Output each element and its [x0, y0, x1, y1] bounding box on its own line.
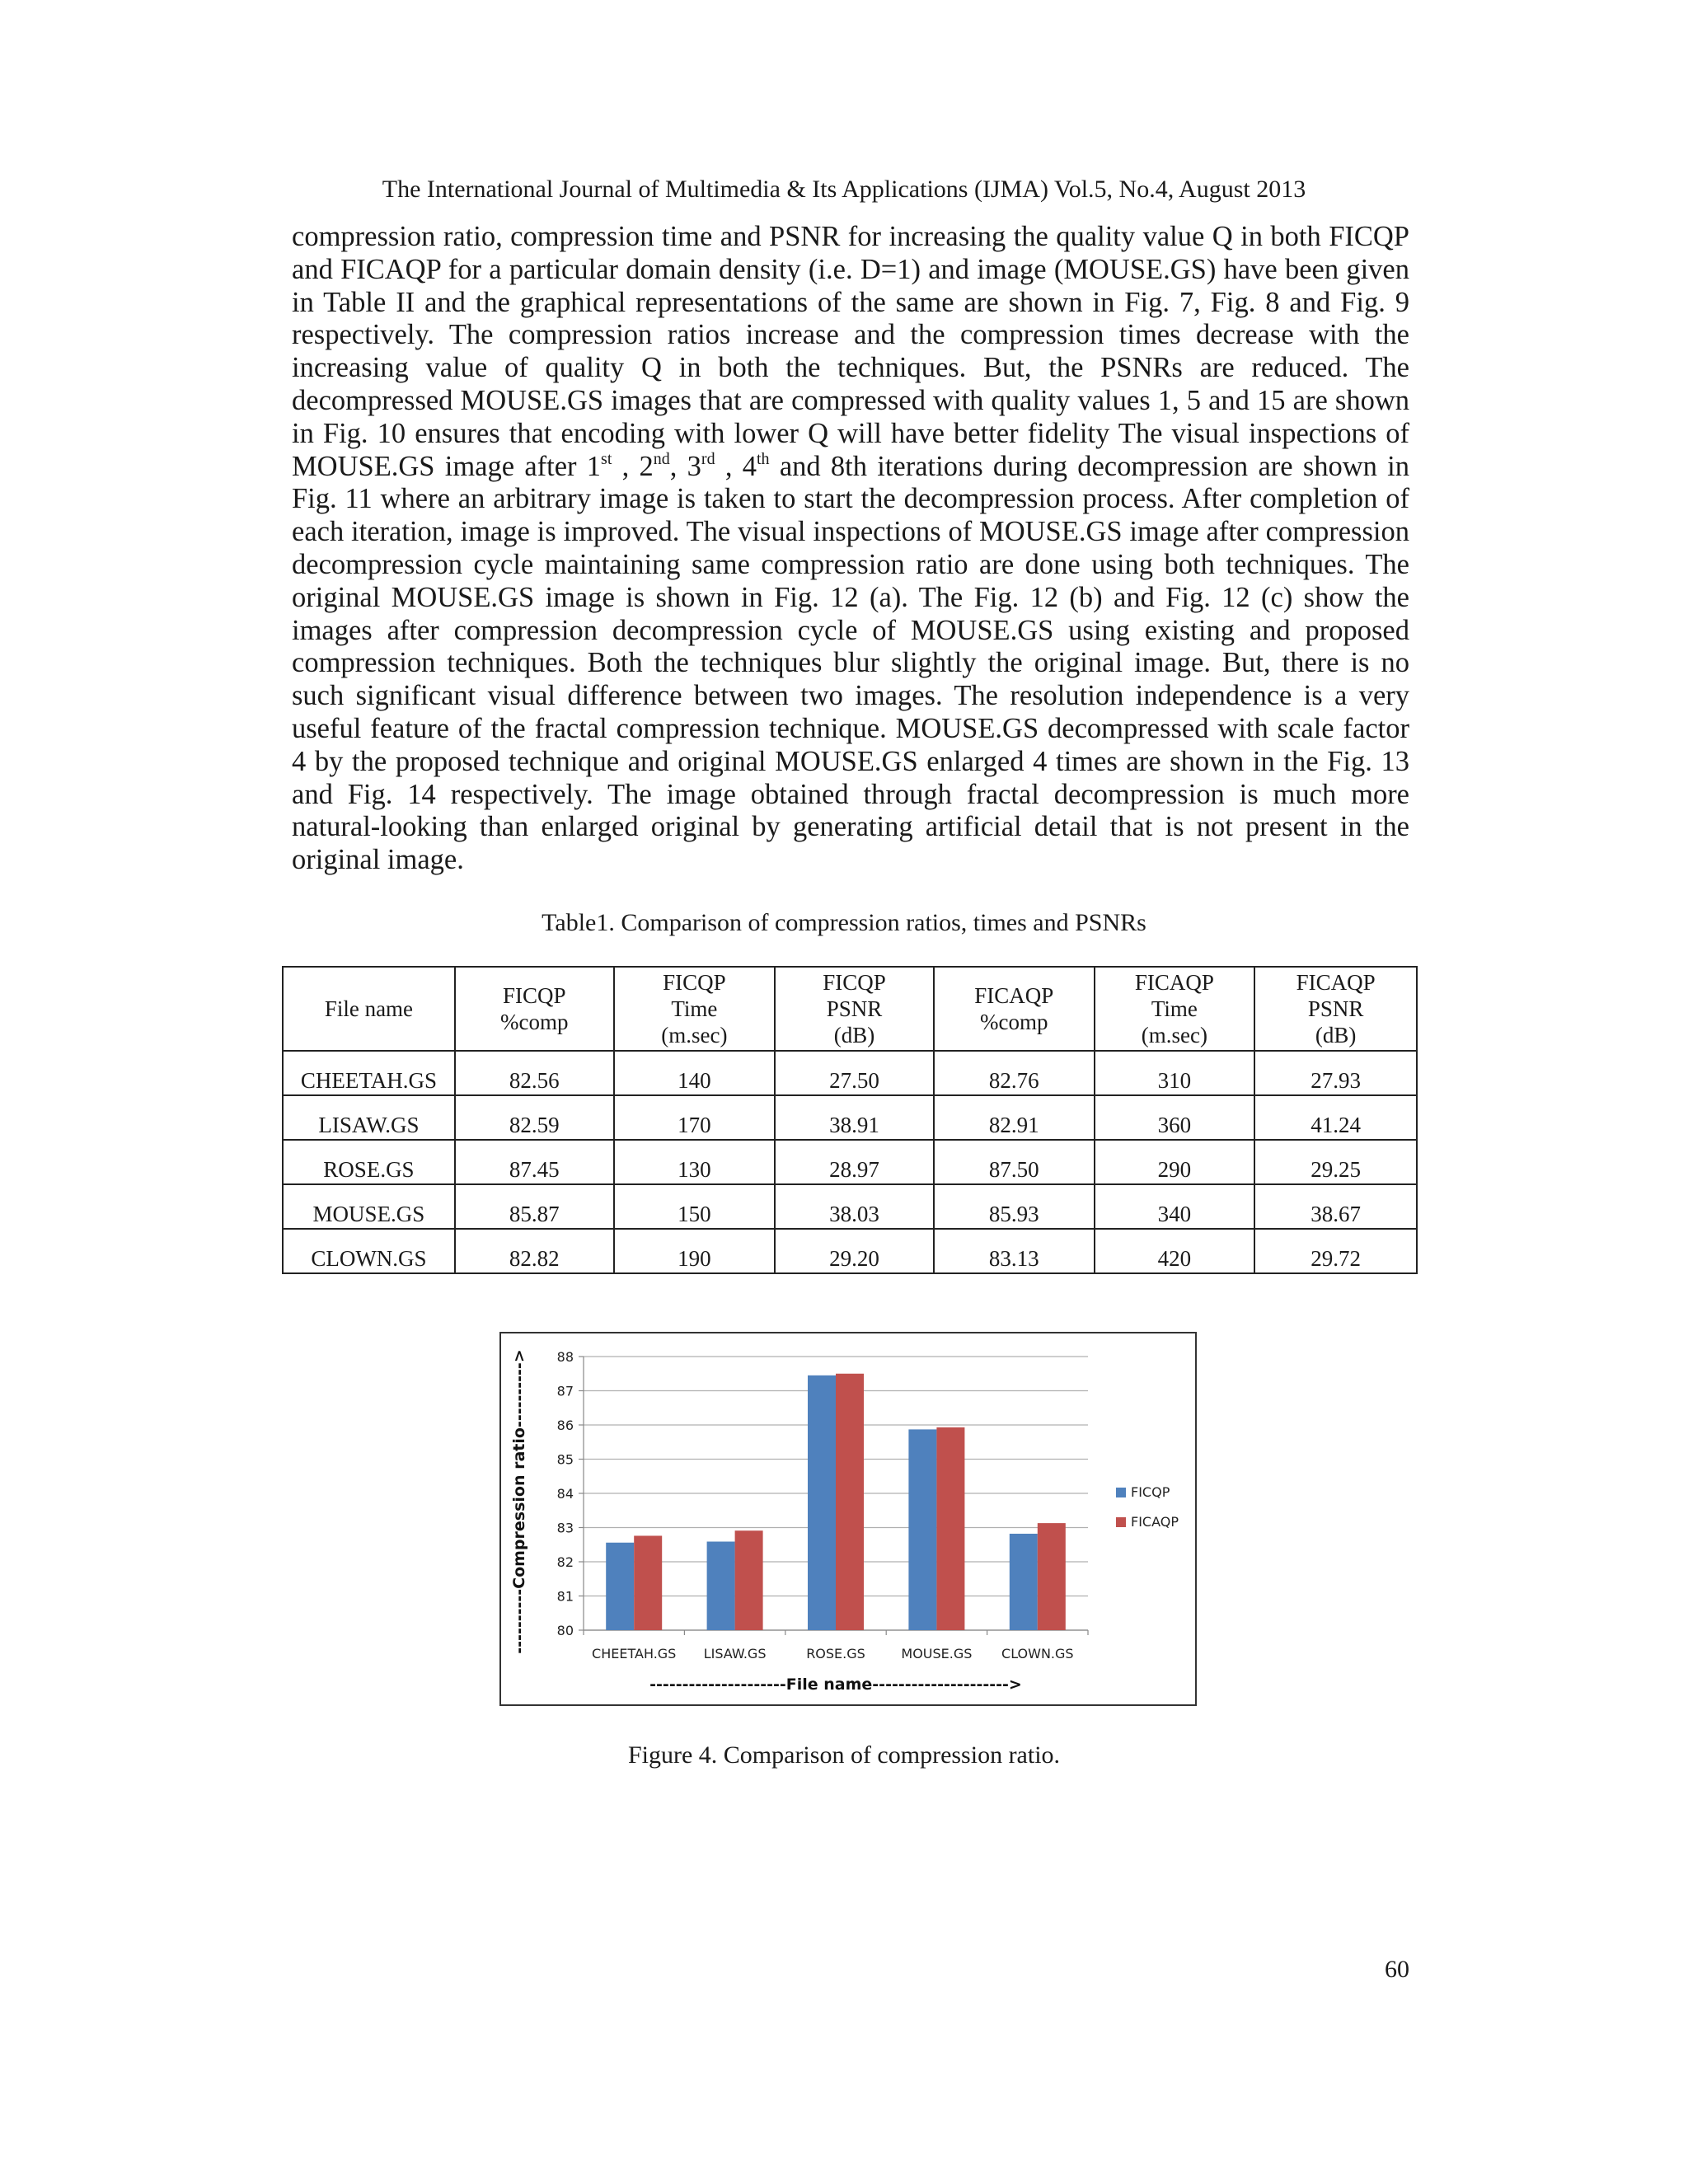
table-cell: 340 — [1095, 1184, 1255, 1229]
y-tick-label: 85 — [556, 1451, 574, 1468]
table-cell: 85.87 — [455, 1184, 614, 1229]
figure-caption: Figure 4. Comparison of compression ratio. — [627, 1741, 1061, 1769]
superscript-rd: rd — [701, 449, 715, 468]
table-cell: 170 — [614, 1095, 776, 1140]
chart-svg — [501, 1333, 1195, 1704]
table-cell: MOUSE.GS — [283, 1184, 455, 1229]
table-cell: 29.20 — [775, 1229, 934, 1273]
table-cell: ROSE.GS — [283, 1140, 455, 1184]
body-text-part: and 8th iterations during decompression are shown in Fig. 11 where an arbitrary image is taken to start the decompression process. After completion of each iteration, image is improved. The visual inspections of MOUSE.GS image after compression decompression cycle maintaining same compression ratio are done using both techniques. The original MOUSE.GS image is shown in Fig. 12 (a). The Fig. 12 (b) and Fig. 12 (c) show the images after compression decompression cycle of MOUSE.GS using existing and proposed compression techniques. Both the techniques blur slightly the original image. But, there is no such significant visual difference between two images. The resolution independence is a very useful feature of the fractal compression technique. MOUSE.GS decompressed with scale factor 4 by the proposed technique and original MOUSE.GS enlarged 4 times are shown in the Fig. 13 and Fig. 14 respectively. The image obtained through fractal decompression is much more natural-looking than enlarged original by generating artificial detail that is not present in the original image. — [292, 450, 1410, 876]
header-ficqp-comp: FICQP %comp — [455, 967, 614, 1051]
table-cell: 87.45 — [455, 1140, 614, 1184]
bar-ficqp — [606, 1543, 634, 1630]
table-cell: CLOWN.GS — [283, 1229, 455, 1273]
table-cell: 82.91 — [934, 1095, 1095, 1140]
table-row — [283, 1140, 1417, 1184]
bar-ficaqp — [735, 1530, 763, 1630]
x-tick-label: ROSE.GS — [806, 1646, 865, 1661]
legend-swatch — [1116, 1488, 1126, 1497]
y-tick-label: 87 — [556, 1383, 574, 1399]
y-tick-label: 82 — [556, 1554, 574, 1570]
table-cell: 190 — [614, 1229, 776, 1273]
table-cell: 82.56 — [455, 1051, 614, 1095]
body-paragraph — [292, 221, 1409, 877]
header-ficqp-psnr: FICQP PSNR (dB) — [775, 967, 934, 1051]
legend-label: FICAQP — [1131, 1514, 1179, 1530]
table-cell: 27.50 — [775, 1051, 934, 1095]
x-tick-label: CHEETAH.GS — [592, 1646, 677, 1661]
x-axis-title: ---------------------File name---------------------> — [649, 1675, 1022, 1694]
table-cell: 38.67 — [1254, 1184, 1417, 1229]
table-caption: Table1. Comparison of compression ratios, times and PSNRs — [542, 909, 1146, 936]
table-cell: 82.76 — [934, 1051, 1095, 1095]
y-axis-title: ----------Compression ratio----------> — [510, 1349, 528, 1654]
table-cell: 28.97 — [775, 1140, 934, 1184]
bar-ficqp — [808, 1376, 836, 1630]
table-cell: 27.93 — [1254, 1051, 1417, 1095]
y-tick-label: 83 — [556, 1520, 574, 1536]
bar-ficaqp — [936, 1427, 964, 1630]
bar-ficaqp — [1038, 1523, 1066, 1630]
page-number: 60 — [1385, 1956, 1409, 1983]
y-tick-label: 88 — [556, 1349, 574, 1365]
bar-ficqp — [707, 1542, 735, 1630]
table-cell: LISAW.GS — [283, 1095, 455, 1140]
table-cell: CHEETAH.GS — [283, 1051, 455, 1095]
legend-label: FICQP — [1131, 1484, 1170, 1500]
bar-ficaqp — [836, 1374, 864, 1630]
y-tick-label: 80 — [556, 1623, 574, 1638]
body-text-part: , 3 — [669, 450, 701, 482]
header-ficqp-time: FICQP Time (m.sec) — [614, 967, 776, 1051]
table-cell: 360 — [1095, 1095, 1255, 1140]
table-row — [283, 1095, 1417, 1140]
table-cell: 130 — [614, 1140, 776, 1184]
table-cell: 87.50 — [934, 1140, 1095, 1184]
table-cell: 290 — [1095, 1140, 1255, 1184]
x-tick-label: MOUSE.GS — [901, 1646, 973, 1661]
legend-swatch — [1116, 1517, 1126, 1527]
table-row — [283, 1184, 1417, 1229]
y-tick-label: 86 — [556, 1418, 574, 1433]
table-cell: 150 — [614, 1184, 776, 1229]
comparison-table — [282, 966, 1418, 1274]
table-cell: 38.91 — [775, 1095, 934, 1140]
y-tick-label: 84 — [556, 1486, 574, 1502]
header-file-name: File name — [283, 967, 455, 1051]
bar-ficqp — [908, 1429, 936, 1630]
journal-header: The International Journal of Multimedia & Its Applications (IJMA) Vol.5, No.4, August 2013 — [382, 176, 1306, 203]
table-cell: 420 — [1095, 1229, 1255, 1273]
x-tick-label: LISAW.GS — [703, 1646, 767, 1661]
table-cell: 82.82 — [455, 1229, 614, 1273]
table-cell: 85.93 — [934, 1184, 1095, 1229]
body-text-part: compression ratio, compression time and PSNR for increasing the quality value Q in both FICQP and FICAQP for a particular domain density (i.e. D=1) and image (MOUSE.GS) have been given in Table II and the graphical representations of the same are shown in Fig. 7, Fig. 8 and Fig. 9 respectively. The compression ratios increase and the compression times decrease with the increasing value of quality Q in both the techniques. But, the PSNRs are reduced. The decompressed MOUSE.GS images that are compressed with quality values 1, 5 and 15 are shown in Fig. 10 ensures that encoding with lower Q will have better fidelity The visual inspections of MOUSE.GS image after 1 — [292, 221, 1409, 482]
table-cell: 38.03 — [775, 1184, 934, 1229]
superscript-st: st — [601, 449, 612, 468]
table-header-row — [283, 967, 1417, 1051]
superscript-nd: nd — [653, 449, 670, 468]
table-cell: 29.25 — [1254, 1140, 1417, 1184]
table-row — [283, 1051, 1417, 1095]
table-row — [283, 1229, 1417, 1273]
header-ficaqp-time: FICAQP Time (m.sec) — [1095, 967, 1255, 1051]
header-ficaqp-comp: FICAQP %comp — [934, 967, 1095, 1051]
superscript-th: th — [757, 449, 770, 468]
y-tick-label: 81 — [556, 1588, 574, 1605]
compression-ratio-chart — [499, 1332, 1197, 1706]
table-cell: 140 — [614, 1051, 776, 1095]
table-cell: 82.59 — [455, 1095, 614, 1140]
table-cell: 83.13 — [934, 1229, 1095, 1273]
body-text-part: , 2 — [612, 450, 654, 482]
table-cell: 310 — [1095, 1051, 1255, 1095]
header-ficaqp-psnr: FICAQP PSNR (dB) — [1254, 967, 1417, 1051]
bar-ficaqp — [634, 1535, 662, 1630]
x-tick-label: CLOWN.GS — [1001, 1646, 1074, 1661]
table-cell: 29.72 — [1254, 1229, 1417, 1273]
table-cell: 41.24 — [1254, 1095, 1417, 1140]
body-text-part: , 4 — [715, 450, 757, 482]
bar-ficqp — [1010, 1534, 1038, 1630]
